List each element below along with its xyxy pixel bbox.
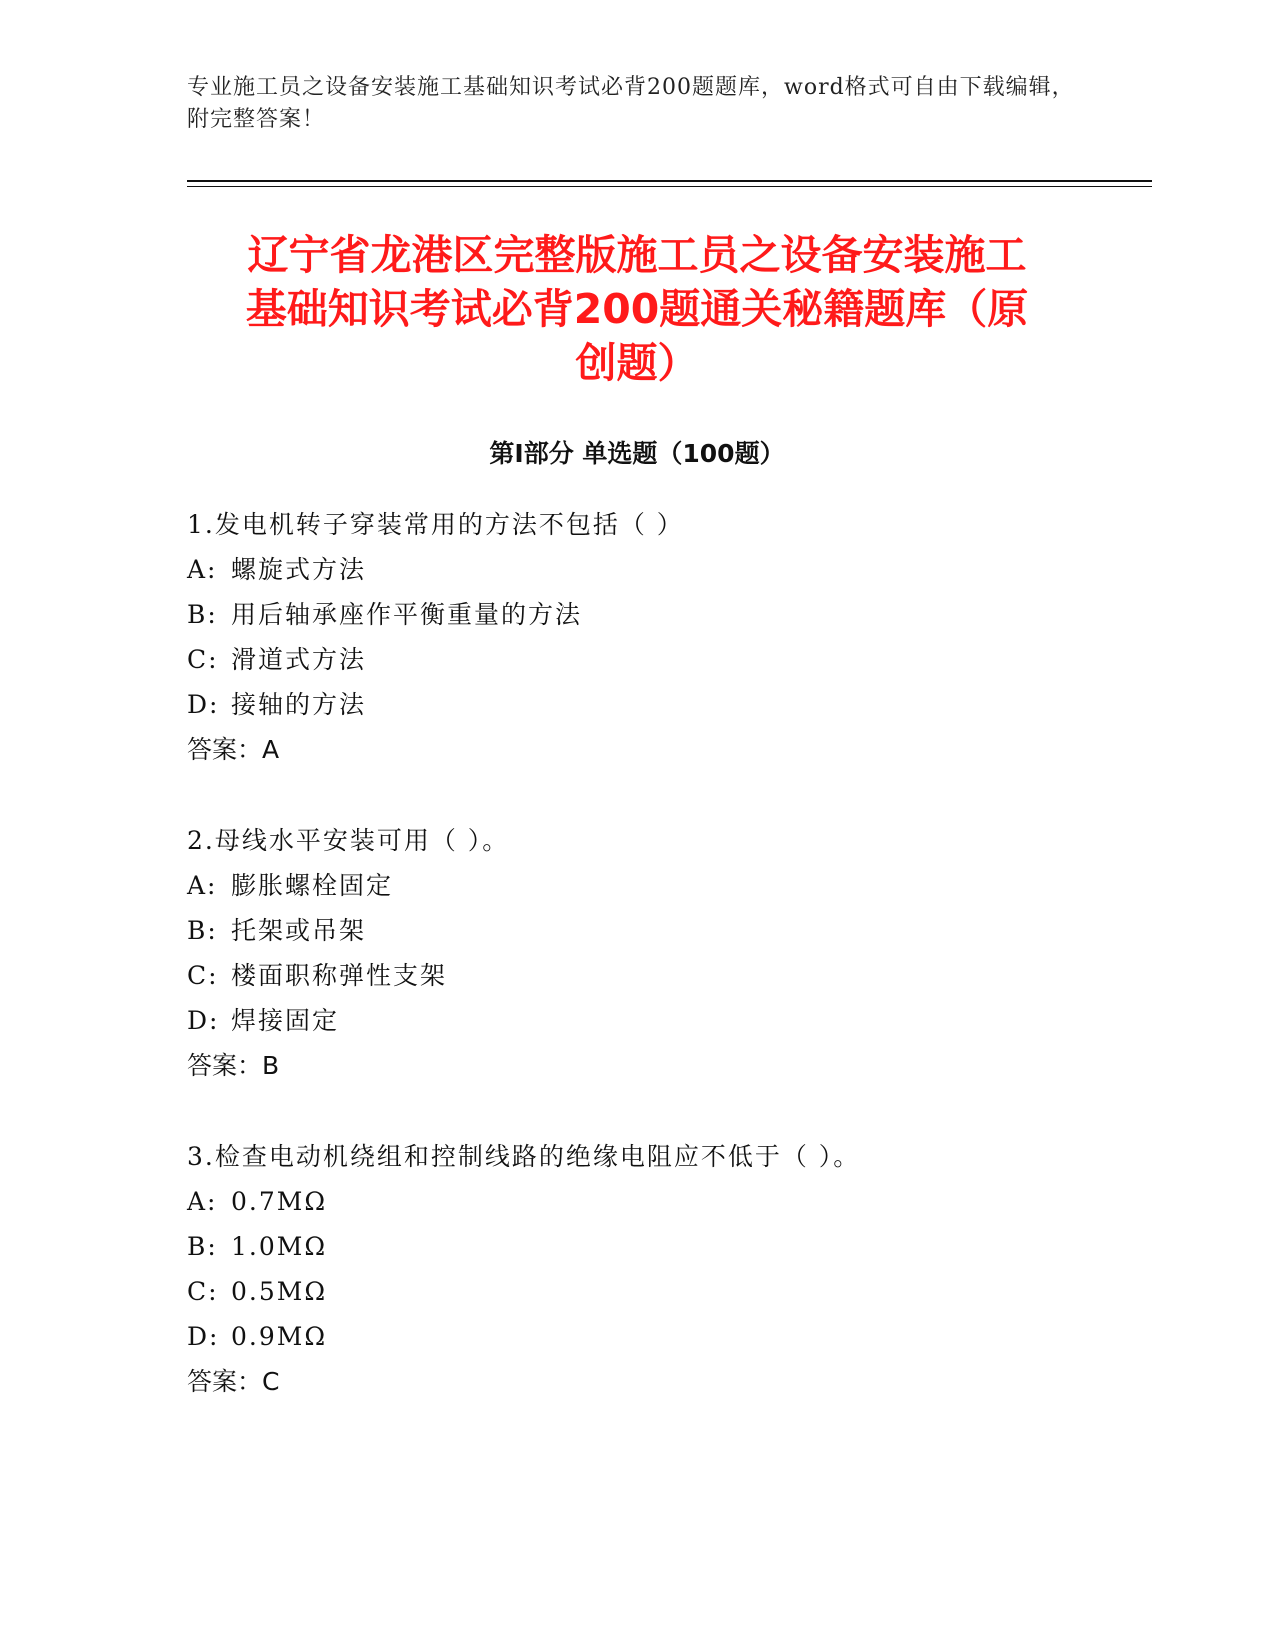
option-text: 楼面职称弹性支架 — [231, 961, 448, 990]
option-text: 接轴的方法 — [231, 690, 367, 719]
option-key: B: — [187, 1232, 218, 1261]
option-d — [187, 1314, 1087, 1359]
option-d — [187, 998, 1087, 1043]
option-c — [187, 637, 1087, 682]
answer-line: 答案：B — [187, 1051, 280, 1080]
option-text: 1.0MΩ — [231, 1232, 328, 1261]
title-line-2: 基础知识考试必背200题通关秘籍题库（原 — [245, 285, 1029, 333]
option-key: C: — [187, 645, 219, 674]
option-b — [187, 1224, 1087, 1269]
option-text: 膨胀螺栓固定 — [231, 871, 394, 900]
option-c — [187, 953, 1087, 998]
option-key: B: — [187, 916, 218, 945]
document-title — [187, 228, 1087, 390]
option-key: A: — [187, 555, 218, 584]
option-a — [187, 863, 1087, 908]
option-text: 0.7MΩ — [231, 1187, 328, 1216]
answer-line: 答案：A — [187, 735, 280, 764]
section-heading: 第Ⅰ部分 单选题（100题） — [489, 439, 785, 468]
header-note: 专业施工员之设备安装施工基础知识考试必背200题题库，word格式可自由下载编辑，附完整答案！ — [187, 75, 1075, 132]
option-key: D: — [187, 1006, 220, 1035]
option-text: 0.5MΩ — [231, 1277, 328, 1306]
option-text: 焊接固定 — [231, 1006, 340, 1035]
option-key: D: — [187, 1322, 220, 1351]
answer-line: 答案：C — [187, 1367, 280, 1396]
option-text: 托架或吊架 — [231, 916, 367, 945]
option-b — [187, 908, 1087, 953]
option-text: 用后轴承座作平衡重量的方法 — [231, 600, 583, 629]
title-line-1: 辽宁省龙港区完整版施工员之设备安装施工 — [247, 231, 1027, 279]
question-stem: 3.检查电动机绕组和控制线路的绝缘电阻应不低于（ ）。 — [187, 1142, 861, 1171]
option-key: C: — [187, 1277, 219, 1306]
option-key: D: — [187, 690, 220, 719]
option-b — [187, 592, 1087, 637]
option-text: 螺旋式方法 — [231, 555, 367, 584]
option-c — [187, 1269, 1087, 1314]
question-3 — [187, 1134, 1087, 1404]
question-2 — [187, 818, 1087, 1088]
question-1 — [187, 502, 1087, 772]
option-text: 滑道式方法 — [231, 645, 367, 674]
header-rule-thick — [187, 180, 1152, 182]
option-a — [187, 1179, 1087, 1224]
title-line-3: 创题） — [575, 339, 699, 387]
option-a — [187, 547, 1087, 592]
option-d — [187, 682, 1087, 727]
option-key: A: — [187, 871, 218, 900]
header-rule-thin — [187, 186, 1152, 187]
option-key: B: — [187, 600, 218, 629]
option-key: C: — [187, 961, 219, 990]
option-key: A: — [187, 1187, 218, 1216]
question-stem: 2.母线水平安装可用（ ）。 — [187, 826, 510, 855]
question-stem: 1.发电机转子穿装常用的方法不包括（ ） — [187, 510, 684, 539]
option-text: 0.9MΩ — [231, 1322, 328, 1351]
